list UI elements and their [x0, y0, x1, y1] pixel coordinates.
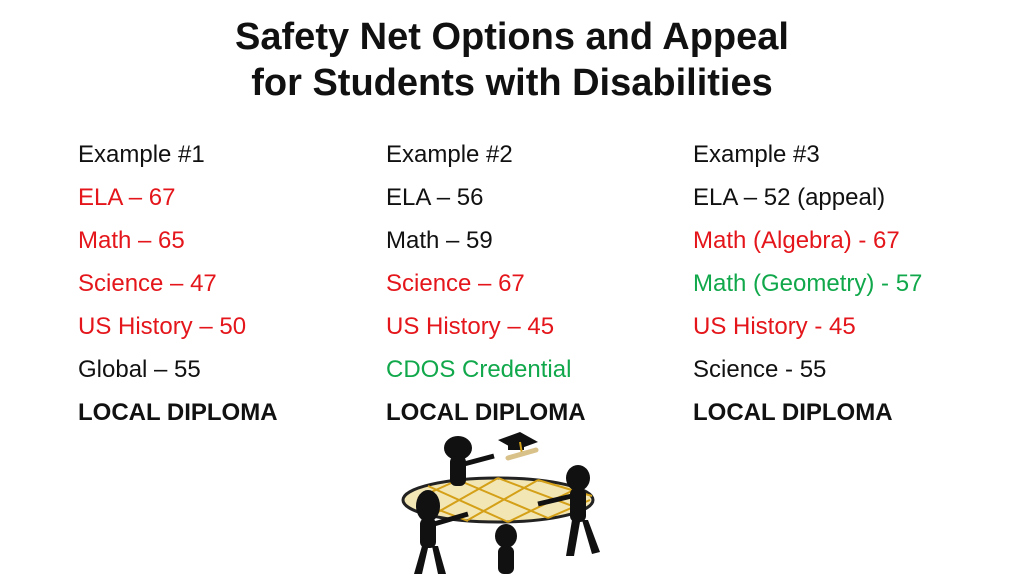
- page-title: [0, 14, 1024, 106]
- score-row: ELA – 52 (appeal): [693, 184, 886, 211]
- score-row: Science - 55: [693, 356, 827, 383]
- title-line-2: for Students with Disabilities: [251, 62, 773, 104]
- graduation-cap-icon: [498, 432, 538, 458]
- score-row: Math – 65: [78, 227, 185, 254]
- score-row: ELA – 56: [386, 184, 484, 211]
- title-line-1: Safety Net Options and Appeal: [235, 16, 789, 58]
- example-heading: Example #3: [693, 141, 820, 168]
- diploma-result: LOCAL DIPLOMA: [386, 399, 586, 426]
- score-row: ELA – 67: [78, 184, 176, 211]
- score-row: Global – 55: [78, 356, 201, 383]
- score-row: US History - 45: [693, 313, 856, 340]
- score-row: Math (Geometry) - 57: [693, 270, 923, 297]
- diploma-result: LOCAL DIPLOMA: [78, 399, 278, 426]
- diploma-result: LOCAL DIPLOMA: [693, 399, 893, 426]
- safety-net-graduation-icon: [398, 428, 613, 576]
- example-column-3: [693, 133, 993, 434]
- score-row: US History – 45: [386, 313, 555, 340]
- example-heading: Example #2: [386, 141, 513, 168]
- score-row: Math – 59: [386, 227, 493, 254]
- score-row: Science – 67: [386, 270, 525, 297]
- example-column-2: [386, 133, 686, 434]
- example-column-1: [78, 133, 378, 434]
- example-heading: Example #1: [78, 141, 205, 168]
- score-row: CDOS Credential: [386, 356, 572, 383]
- score-row: Science – 47: [78, 270, 217, 297]
- stick-figure-front: [495, 524, 517, 574]
- score-row: US History – 50: [78, 313, 247, 340]
- score-row: Math (Algebra) - 67: [693, 227, 900, 254]
